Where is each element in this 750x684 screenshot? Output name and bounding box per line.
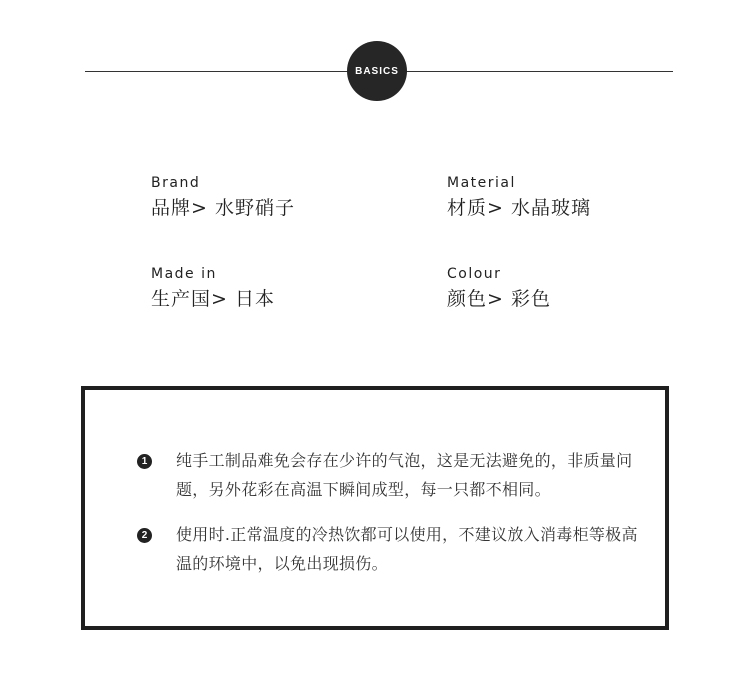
spec-brand — [151, 174, 411, 220]
spec-brand-value: 品牌> 水野硝子 — [151, 197, 295, 219]
basics-badge-label: BASICS — [355, 65, 399, 77]
note-text: 使用时.正常温度的冷热饮都可以使用，不建议放入消毒柜等极高温的环境中，以免出现损伤。 — [176, 525, 638, 573]
spec-made-in-label: Made in — [151, 266, 217, 282]
spec-made-in-value: 生产国> 日本 — [151, 288, 275, 310]
spec-colour-label: Colour — [447, 266, 502, 282]
spec-material-label: Material — [447, 175, 516, 191]
spec-colour — [447, 265, 707, 311]
spec-material — [447, 174, 707, 220]
spec-material-value: 材质> 水晶玻璃 — [447, 197, 591, 219]
spec-made-in — [151, 265, 411, 311]
spec-colour-value: 颜色> 彩色 — [447, 288, 551, 310]
note-text: 纯手工制品难免会存在少许的气泡，这是无法避免的，非质量问题，另外花彩在高温下瞬间成型，每一只都不相同。 — [176, 451, 633, 499]
basics-badge — [347, 41, 407, 101]
spec-brand-label: Brand — [151, 175, 201, 191]
note-number-2-icon: 2 — [137, 528, 152, 543]
notes-box — [81, 386, 669, 630]
note-number-1-icon: 1 — [137, 454, 152, 469]
